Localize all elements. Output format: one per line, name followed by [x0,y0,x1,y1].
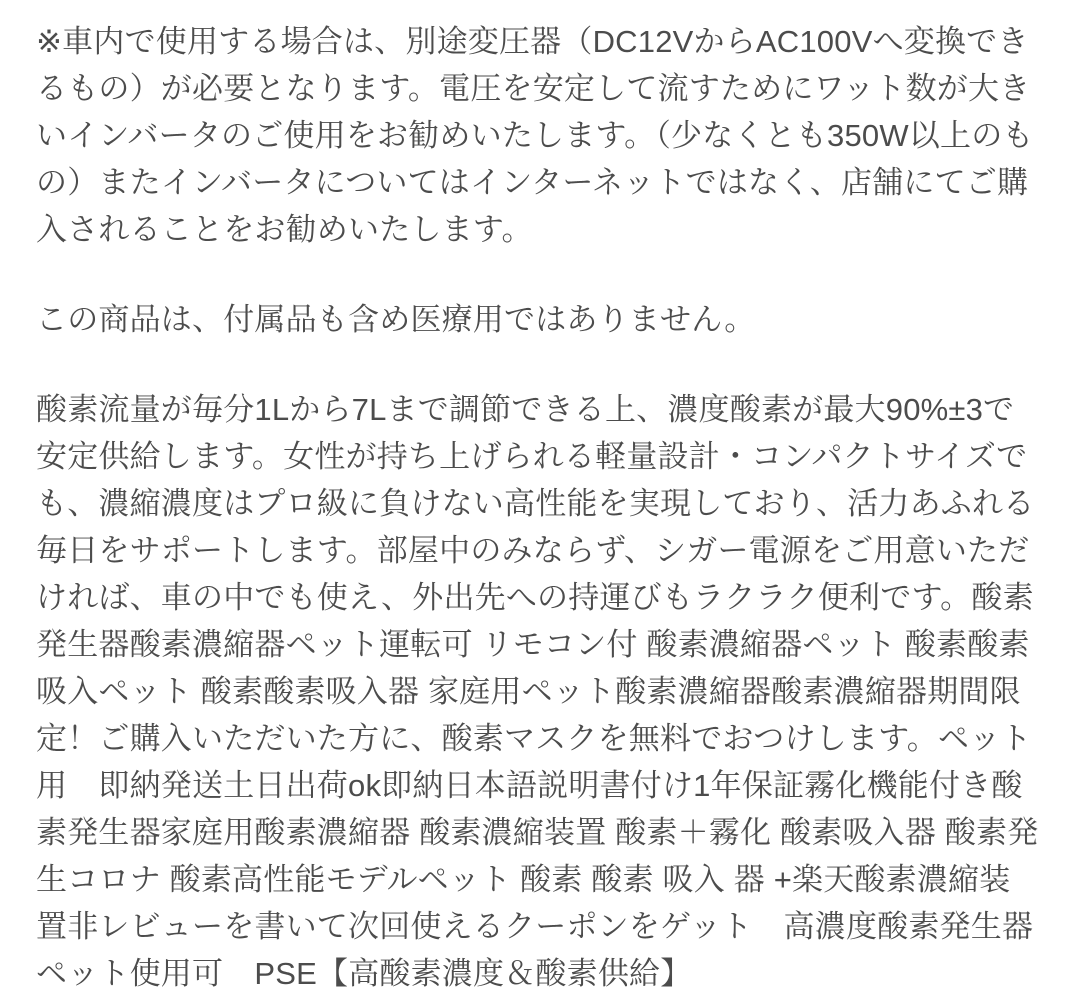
paragraph-vehicle-use-note: ※車内で使用する場合は、別途変圧器（DC12VからAC100Vへ変換できるもの）が必要となります。電圧を安定して流すためにワット数が大きいインバータのご使用をお勧めいたします。（少なくとも350W以上のもの）またインバータについてはインターネットではなく、店舗にてご購入されることをお勧めいたします。 [36,24,1034,247]
paragraph-product-description: 酸素流量が毎分1Lから7Lまで調節できる上、濃度酸素が最大90%±3で安定供給します。女性が持ち上げられる軽量設計・コンパクトサイズでも、濃縮濃度はプロ級に負けない高性能を実現しており、活力あふれる毎日をサポートします。部屋中のみならず、シガー電源をご用意いただければ、車の中でも使え、外出先への持運びもラクラク便利です。酸素発生器酸素濃縮器ペット運転可 リモコン付 酸素濃縮器ペット 酸素酸素吸入ペット 酸素酸素吸入器 家庭用ペット酸素濃縮器酸素濃縮器期間限定！ご購入いただいた方に、酸素マスクを無料でおつけします。ペット用 即納発送土日出荷ok即納日本語説明書付け1年保証霧化機能付き酸素発生器家庭用酸素濃縮器 酸素濃縮装置 酸素＋霧化 酸素吸入器 酸素発生コロナ 酸素高性能モデルペット 酸素 酸素 吸入 器 +楽天酸素濃縮装置非レビューを書いて次回使えるクーポンをゲット 高濃度酸素発生器 ペット使用可 PSE【高酸素濃度＆酸素供給】 [36,392,1065,991]
paragraph-not-medical-device: この商品は、付属品も含め医療用ではありません。 [36,302,756,337]
